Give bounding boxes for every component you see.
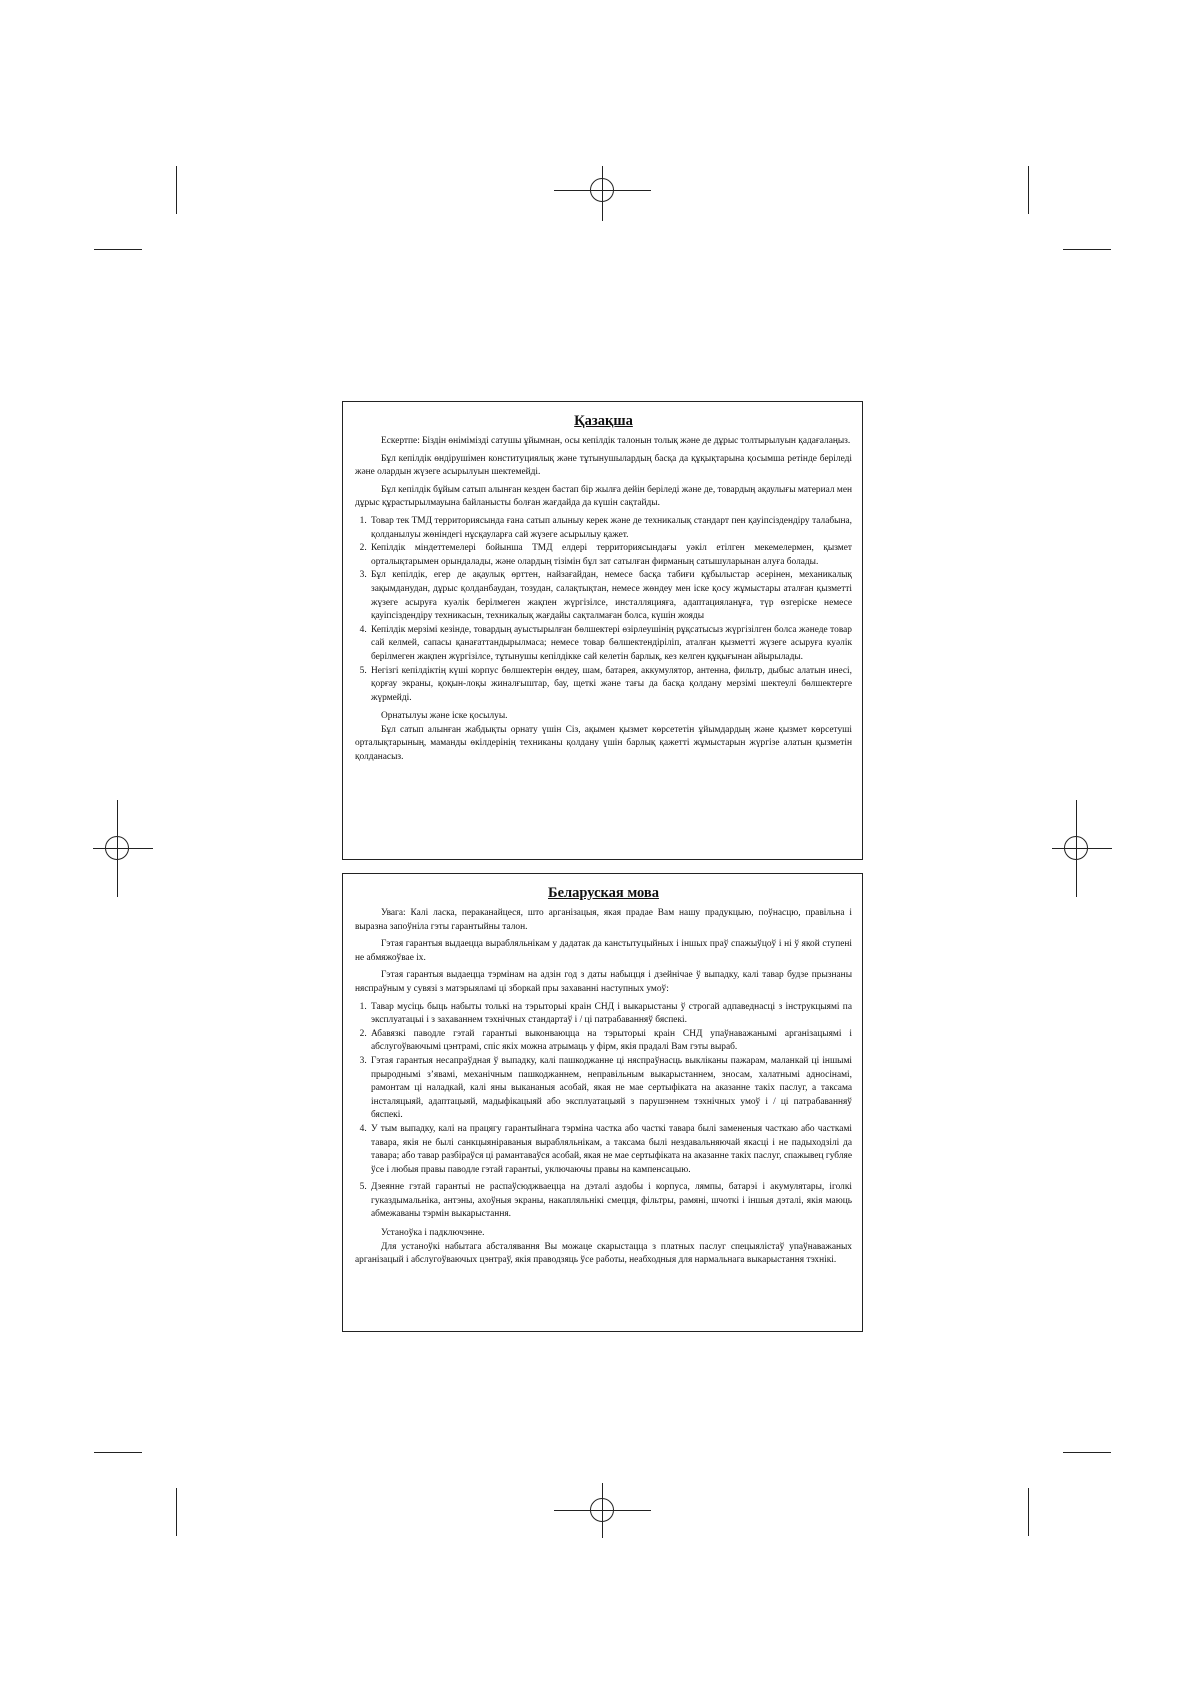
crop-mark (1028, 1488, 1029, 1536)
crop-mark (94, 1452, 142, 1453)
list-item: 4. Кепiлдiк мерзiмi кезiнде, товардың ауыстырылған бөлшектерi өзiрлеушiнiң рұқсатысыз жүргiзiлген болса жәнеде товар сай келмей, сапасы қанағаттандырылмаса; немесе товар бөлшектендiрiлiп, аталған қызметтi жүзеге асыруға куәлiк берiлмеген жақпен жүргiзiлсе, тұтынушы кепiлдiкке сай келетiн барлық, кез келген құқығынан айырылады. (369, 624, 852, 665)
list-item: 5. Дзеянне гэтай гарантыі не распаўсюджваецца на дэталі аздобы і корпуса, лямпы, батарэі і акумулятары, іголкі гуказдымальніка, антэны, ахоўныя экраны, накапляльнікі смецця, фільтры, рамяні, шчоткі і іншыя дэталі, якія маюць абмежаваны тэрмін выкарыстання. (369, 1181, 852, 1222)
crop-mark (94, 249, 142, 250)
paragraph: Бұл кепiлдiк өндiрушiмен конституциялық және тұтынушылардың басқа да құқықтарына қосымша ретiнде берiледi және олардын жүзеге асырылуын шектемейдi. (355, 453, 852, 478)
closing-heading: Устаноўка і падключэнне. (381, 1228, 485, 1239)
paragraph: Ескертпе: Біздін өніміміздi сатушы ұйымнан, осы кепiлдiк талонын толық және де дұрыс толтырылуын қадағалаңыз. (381, 436, 851, 446)
section-title: Беларуская мова (547, 885, 660, 901)
section-title: Қазақша (574, 413, 633, 429)
paragraph: Увага: Калі ласка, пераканайцеся, што арганізацыя, якая прадае Вам нашу прадукцыю, поўнасцю, правільна і выразна запоўніла гэты гарантыйны талон. (355, 908, 852, 932)
registration-circle-icon (1064, 836, 1088, 860)
list-item: 5. Негiзгi кепiлдiктiң күшi корпус бөлшектерiн өндеу, шам, батарея, аккумулятор, антенна, фильтр, дыбыс алатын инесi, қорғау экраны, қоқын-лоқы жиналғыштар, бау, щеткi және тағы да басқа қолдану мерзiмi шектеулi бөлшектерге жүрмейдi. (369, 665, 852, 706)
registration-circle-icon (590, 178, 614, 202)
registration-circle-icon (105, 836, 129, 860)
closing-heading: Орнатылуы және iске қосылуы. (381, 711, 508, 722)
crop-mark (1063, 249, 1111, 250)
list-item: 2. Абавязкі паводле гэтай гарантыі выконваюцца на тэрыторыі краін СНД упаўнаважанымі арганізацыямі і абслугоўваючымі цэнтрамі, спіс якіх можна атрымаць у фірм, якія прадалі Вам гэты выраб. (369, 1028, 852, 1055)
list-item: 1. Тавар мусіць быць набыты толькі на тэрыторыі краін СНД і выкарыстаны ў строгай адпаведнасці з інструкцыямі па эксплуатацыі і з захаваннем тэхнічных стандартаў і / ці патрабаванняў бяспекі. (369, 1001, 852, 1028)
crop-mark (1028, 166, 1029, 214)
kazakh-section (342, 401, 863, 860)
crop-mark (176, 1488, 177, 1536)
condition-list (355, 1001, 852, 1223)
registration-circle-icon (590, 1498, 614, 1522)
list-item: 4. У тым выпадку, калі на працягу гарантыйнага тэрміна частка або часткі тавара былі замененыя часткаю або часткамі тавара, якія не былі санкцыяніраваныя вырабляльнікам, а таксама былі нездавальняючай якасці і не падыходзілі да тавара; або тавар разбіраўся ці рамантаваўся асобай, якая не мае сертыфіката на аказанне такіх паслуг, спажывец губляе ўсе і любыя правы паводле гэтай гарантыі, уключаючы правы на кампенсацыю. (369, 1123, 852, 1177)
paragraph: Бұл кепiлдiк бұйым сатып алынған кезден бастап бiр жылға дейiн берiледi және де, товардың ақаулығы материал мен дұрыс құрастырылмауына байланысты болған жағдайда да күшiн сақтайды. (355, 484, 852, 509)
closing-paragraph: Для устаноўкі набытага абсталявання Вы можаце скарыстацца з платных паслуг спецыялістаў упаўнаважаных арганізацый і абслугоўваючых цэнтраў, якія праводзяць ўсе работы, неабходныя для нармальнага выкарыстання тэхнікі. (355, 1241, 852, 1266)
paragraph: Гэтая гарантыя выдаецца вырабляльнікам у дадатак да канстытуцыйных і іншых праў спажыўцоў і ні ў якой ступені не абмяжоўвае іх. (355, 939, 852, 963)
paragraph: Гэтая гарантыя выдаецца тэрмінам на адзін год з даты набыцця і дзейнічае ў выпадку, калі тавар будзе прызнаны няспраўным у сувязі з матэрыяламі ці зборкай пры захаванні наступных умоў: (355, 970, 852, 994)
crop-mark (1063, 1452, 1111, 1453)
list-item: 2. Кепiлдiк мiндеттемелерi бойынша ТМД елдерi территориясындағы уәкiл етiлген мекемелермен, қызмет орталықтарымен орындалады, және олардың тiзiмiн бұл зат сатылған фирманың сатышуларынан алуға болады. (369, 542, 852, 569)
list-item: 3. Гэтая гарантыя несапраўдная ў выпадку, калі пашкоджанне ці няспраўнасць выкліканы пажарам, маланкай ці іншымі прыроднымі з’явамі, механічным пашкоджаннем, неправільным выкарыстаннем, зносам, халатнымі адносінамі, рамонтам ці наладкай, калі яны выкананыя асобай, якая не мае сертыфіката на аказанне такіх паслуг, а таксама інсталяцыяй, адаптацыяй, мадыфікацыяй або эксплуатацыяй з парушэннем тэхнічных умоў і / ці патрабаванняў бяспекі. (369, 1055, 852, 1123)
list-item: 1. Товар тек ТМД территориясында ғана сатып алыныу керек және де техникалық стандарт пен қауiпсiздендiру талабына, қолданылуы жөнiндегi нұсқауларға сай жүзеге асырылыу қажет. (369, 515, 852, 542)
condition-list (355, 515, 852, 705)
closing-paragraph: Бұл сатып алынған жабдықты орнату үшiн Сiз, ақымен қызмет көрсететiн ұйымдардың және қызмет көрсетушi орталықтарының, маманды өкiлдерiнiң техниканы қолдану үшiн барлық қажеттi жұмыстарын жүргiзе алатын қызметiн қолданасыз. (355, 724, 852, 763)
list-item: 3. Бұл кепiлдiк, егер де ақаулық өрттен, найзағайдан, немесе басқа табиғи құбылыстар әсерiнен, механикалық зақымданудан, дұрыс қолданбаудан, тозудан, салақтықтан, немесе жөндеу мен iске қосу жұмыстары аталған қызметтi жүзеге асыруға куәлiк берiлмеген жақпен жүргiзiлсе, инсталляцияға, адаптацияланұға, түр өзгерiске немесе қауiпсiздендiру техникасын, техникалық жағдайы сақталмаған болса, күшiн жояды (369, 569, 852, 623)
crop-mark (176, 166, 177, 214)
belarusian-section (342, 873, 863, 1332)
